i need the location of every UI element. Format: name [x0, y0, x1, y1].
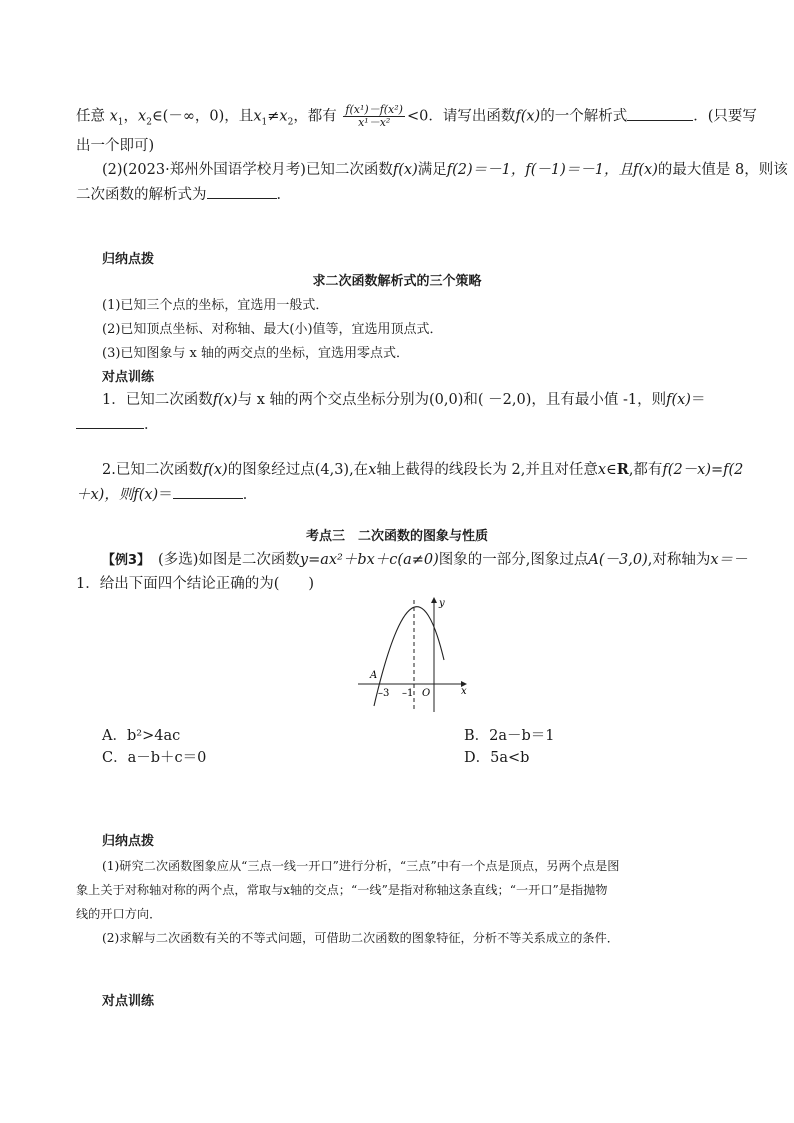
x-label: x [461, 686, 467, 697]
drill-title: 对点训练 [102, 370, 155, 385]
drill-question-1-answer: ． [76, 414, 159, 435]
answer-blank[interactable] [173, 484, 243, 499]
difference-quotient-fraction: $\frac{\text{f(x¹)－f(x²)}}{\text{x¹－x²}}$ [345, 103, 403, 129]
strategy-2: (2)已知顶点坐标、对称轴、最大(小)值等，宜选用顶点式． [102, 322, 443, 337]
option-a[interactable]: A．b²>4ac [102, 728, 181, 744]
problem-2-line-1: (2)(2023·郑州外国语学校月考)已知二次函数f(x)满足f(2)＝－1，f(－1)＝－1，且f(x)的最大值是 8，则该 [102, 162, 788, 178]
drill-question-1: 1．已知二次函数f(x)与 x 轴的两个交点坐标分别为(0,0)和( －2,0)，且有最小值 -1，则f(x)＝ [102, 392, 706, 408]
problem-1-line-1: 任意 $x_1$，$x_2\in(-\infty$，0)，且$x_1\ne x_2$，都有 $\frac{\text{f(x¹)－f(x²)}}{\text{x¹－x²}}$ <0．请写出函数f(x)的一个解析式 ．(只要写 [76, 103, 757, 129]
problem-1-line-2: 出一个即可) [76, 138, 155, 154]
summary-title: 归纳点拨 [102, 252, 155, 267]
strategy-1: (1)已知三个点的坐标，宜选用一般式． [102, 298, 329, 313]
option-d[interactable]: D．5a<b [464, 750, 530, 766]
note-line-4: (2)求解与二次函数有关的不等式问题，可借助二次函数的图象特征，分析不等关系成立的条件． [102, 931, 619, 945]
drill-title-2: 对点训练 [102, 994, 155, 1009]
origin-label: O [422, 688, 431, 699]
example-3-line-2: 1．给出下面四个结论正确的为( ) [76, 576, 315, 592]
tick-label-minus-1: –1 [402, 688, 414, 699]
answer-blank[interactable] [76, 414, 144, 429]
drill-question-2: 2.已知二次函数f(x)的图象经过点(4,3),在x轴上截得的线段长为 2,并且对任意x∈R,都有f(2－x)=f(2 [102, 461, 744, 478]
summary-title-2: 归纳点拨 [102, 834, 155, 849]
point-a-label: A [370, 670, 378, 681]
strategy-heading: 求二次函数解析式的三个策略 [312, 274, 482, 289]
answer-blank[interactable] [627, 106, 693, 121]
strategy-3: (3)已知图象与 x 轴的两交点的坐标，宜选用零点式． [102, 346, 410, 361]
note-line-3: 线的开口方向． [76, 907, 162, 921]
tick-label-minus-3: –3 [378, 688, 390, 699]
parabola-figure [352, 594, 476, 714]
problem-2-line-2: 二次函数的解析式为 ． [76, 184, 291, 205]
note-line-2: 象上关于对称轴对称的两个点，常取与x轴的交点；“一线”是指对称轴这条直线；“一开口”是指抛物 [76, 883, 608, 897]
section-3-title: 考点三 二次函数的图象与性质 [305, 529, 488, 544]
note-line-1: (1)研究二次函数图象应从“三点一线一开口”进行分析，“三点”中有一个点是顶点，另两个点是图 [102, 859, 620, 873]
y-label: y [439, 598, 445, 609]
drill-question-2-line-2: ＋x)，则f(x)＝ ． [76, 484, 257, 505]
example-3-line-1: 【例3】 (多选)如图是二次函数y=ax²＋bx＋c(a≠0)图象的一部分,图象过点A(－3,0),对称轴为x＝－ [102, 552, 748, 568]
option-b[interactable]: B．2a－b＝1 [464, 728, 555, 744]
option-c[interactable]: C．a－b＋c＝0 [102, 750, 207, 766]
answer-blank[interactable] [207, 184, 277, 199]
